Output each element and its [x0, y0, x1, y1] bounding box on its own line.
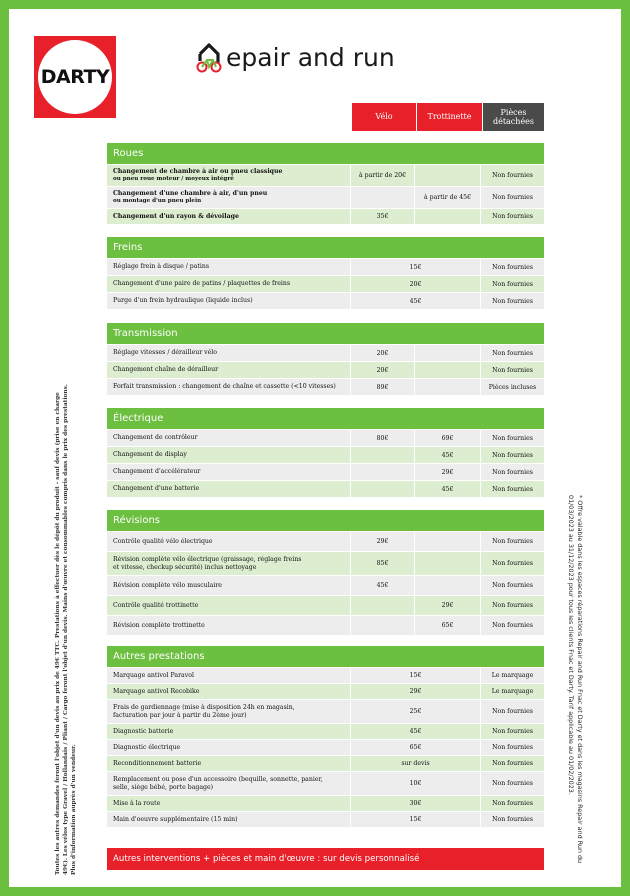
- table-row: [107, 362, 544, 379]
- column-header-pieces-line1: Pièces: [500, 107, 527, 117]
- row-label: Contrôle qualité vélo électrique: [107, 532, 350, 551]
- price-velo-trottinette: 25€: [350, 700, 480, 723]
- price-sheet: [9, 9, 621, 887]
- price-trottinette: à partir de 45€: [414, 187, 480, 208]
- section-title: Freins: [107, 237, 544, 259]
- price-velo: [350, 447, 414, 463]
- devis-banner: Autres interventions + pièces et main d'œuvre : sur devis personnalisé: [107, 848, 544, 870]
- row-label: Changement d'une batterie: [107, 481, 350, 497]
- logo-text: DARTY: [40, 66, 110, 88]
- table-row: [107, 481, 544, 498]
- table-row: [107, 576, 544, 596]
- price-velo: [350, 481, 414, 497]
- row-label: Mise à la route: [107, 796, 350, 811]
- row-label: Marquage antivol Paravol: [107, 668, 350, 683]
- row-label: Main d'oeuvre supplémentaire (15 min): [107, 812, 350, 827]
- row-label-main: Changement d'une chambre à air, d'un pneu: [113, 190, 268, 198]
- row-label: Marquage antivol Recobike: [107, 684, 350, 699]
- pieces-status: Non fournies: [480, 481, 544, 497]
- pieces-status: Pièces incluses: [480, 379, 544, 395]
- table-row: [107, 740, 544, 756]
- section-title: Électrique: [107, 408, 544, 430]
- table-row: [107, 276, 544, 293]
- row-label: Changement d'une paire de patins / plaquettes de freins: [107, 276, 350, 292]
- price-velo: 85€: [350, 552, 414, 575]
- column-header-velo: Vélo: [352, 103, 416, 131]
- pieces-status: Non fournies: [480, 362, 544, 378]
- table-row: [107, 724, 544, 740]
- price-trottinette: [414, 379, 480, 395]
- pieces-status: Non fournies: [480, 345, 544, 361]
- price-velo: 29€: [350, 532, 414, 551]
- pieces-status: Non fournies: [480, 772, 544, 795]
- section-autres-prestations: [107, 646, 544, 828]
- table-row: [107, 532, 544, 552]
- price-trottinette: [414, 552, 480, 575]
- price-trottinette: 45€: [414, 447, 480, 463]
- row-label-line2: selle, siège bébé, porte bagage): [113, 783, 214, 791]
- pieces-status: Non fournies: [480, 700, 544, 723]
- brand-text: epair and run: [226, 42, 395, 72]
- pieces-status: Non fournies: [480, 812, 544, 827]
- row-label-line1: Remplacement ou pose d'un accessoire (bequille, sonnette, panier,: [113, 775, 323, 783]
- row-label-sub: ou pneu roue moteur / moyeux intégré: [113, 175, 234, 182]
- table-row: [107, 796, 544, 812]
- pieces-status: Non fournies: [480, 209, 544, 224]
- row-label: Changement d'accélérateur: [107, 464, 350, 480]
- section-freins: [107, 237, 544, 310]
- price-velo-trottinette: sur devis: [350, 756, 480, 771]
- section-revisions: [107, 510, 544, 636]
- logo-circle: [38, 40, 112, 114]
- table-row: [107, 209, 544, 225]
- price-velo-trottinette: 29€: [350, 684, 480, 699]
- pieces-status: Non fournies: [480, 259, 544, 275]
- row-label-sub: ou montage d'un pneu plein: [113, 197, 202, 204]
- row-label: Réglage frein à disque / patins: [107, 259, 350, 275]
- table-row: [107, 552, 544, 576]
- row-label: [107, 165, 350, 186]
- table-row: [107, 187, 544, 209]
- section-title: Révisions: [107, 510, 544, 532]
- row-label-line1: Frais de gardiennage (mise à disposition 24h en magasin,: [113, 703, 295, 711]
- pieces-status: Non fournies: [480, 165, 544, 186]
- price-trottinette: 29€: [414, 464, 480, 480]
- row-label: Changement de contrôleur: [107, 430, 350, 446]
- pieces-status: Non fournies: [480, 447, 544, 463]
- pieces-status: Non fournies: [480, 532, 544, 551]
- price-trottinette: [414, 165, 480, 186]
- section-transmission: [107, 323, 544, 396]
- table-row: [107, 668, 544, 684]
- row-label: [107, 209, 350, 224]
- price-trottinette: [414, 209, 480, 224]
- pieces-status: Non fournies: [480, 187, 544, 208]
- repair-and-run-brand: [194, 39, 395, 75]
- price-velo: 80€: [350, 430, 414, 446]
- row-label: Changement de display: [107, 447, 350, 463]
- pieces-status: Le marquage: [480, 684, 544, 699]
- price-velo: [350, 596, 414, 615]
- bike-house-icon: [194, 39, 224, 75]
- row-label-main: Changement d'un rayon & dévoilage: [113, 212, 239, 220]
- row-label: Diagnostic électrique: [107, 740, 350, 755]
- row-label: Révision complète trottinette: [107, 616, 350, 635]
- price-velo: 45€: [350, 576, 414, 595]
- table-row: [107, 165, 544, 187]
- section-title: Roues: [107, 143, 544, 165]
- price-velo: [350, 464, 414, 480]
- price-velo: 89€: [350, 379, 414, 395]
- pieces-status: Non fournies: [480, 464, 544, 480]
- row-label: Forfait transmission : changement de chaîne et cassette (<10 vitesses): [107, 379, 350, 395]
- price-trottinette: [414, 576, 480, 595]
- section-roues: [107, 143, 544, 225]
- column-header-pieces-line2: détachées: [492, 117, 535, 126]
- pieces-status: Non fournies: [480, 576, 544, 595]
- pieces-status: Non fournies: [480, 796, 544, 811]
- price-velo: 35€: [350, 209, 414, 224]
- row-label: Révision complète vélo musculaire: [107, 576, 350, 595]
- row-label: Reconditionnement batterie: [107, 756, 350, 771]
- pieces-status: Non fournies: [480, 293, 544, 309]
- price-velo: 20€: [350, 362, 414, 378]
- table-row: [107, 259, 544, 276]
- table-row: [107, 345, 544, 362]
- price-velo: à partir de 20€: [350, 165, 414, 186]
- row-label: Diagnostic batterie: [107, 724, 350, 739]
- price-velo-trottinette: 30€: [350, 796, 480, 811]
- row-label: Contrôle qualité trottinette: [107, 596, 350, 615]
- table-row: [107, 447, 544, 464]
- price-velo-trottinette: 10€: [350, 772, 480, 795]
- table-row: [107, 772, 544, 796]
- price-velo-trottinette: 45€: [350, 724, 480, 739]
- price-velo: [350, 616, 414, 635]
- price-velo-trottinette: 15€: [350, 812, 480, 827]
- column-header-pieces: [483, 103, 544, 131]
- table-row: [107, 379, 544, 396]
- row-label: [107, 552, 350, 575]
- pieces-status: Non fournies: [480, 616, 544, 635]
- price-trottinette: [414, 532, 480, 551]
- table-row: [107, 756, 544, 772]
- price-velo-trottinette: 65€: [350, 740, 480, 755]
- price-velo-trottinette: 15€: [350, 259, 480, 275]
- pieces-status: Non fournies: [480, 430, 544, 446]
- price-trottinette: 45€: [414, 481, 480, 497]
- row-label: [107, 700, 350, 723]
- price-velo: [350, 187, 414, 208]
- row-label: Changement chaîne de dérailleur: [107, 362, 350, 378]
- column-header-trottinette: Trottinette: [417, 103, 482, 131]
- row-label-line1: Révision complète vélo électrique (graissage, réglage freins: [113, 555, 302, 563]
- row-label: Purge d'un frein hydraulique (liquide inclus): [107, 293, 350, 309]
- table-row: [107, 700, 544, 724]
- side-note-left: Toutes les autres demandes feront l'objet d'un devis au prix de 49€ TTC. Prestations à effectuer dès le dépôt du produit - sauf devis (prise en charge 49€). Les vélos type Gravel / Hollandais / Pliant / Cargo feront l'objet d'un devis. Mains d'œuvre et consommables compris dans le prix des prestations. Plus d'information auprès d'un vendeur.: [55, 384, 77, 875]
- pieces-status: Non fournies: [480, 596, 544, 615]
- price-velo-trottinette: 15€: [350, 668, 480, 683]
- price-trottinette: [414, 362, 480, 378]
- price-velo: 20€: [350, 345, 414, 361]
- pieces-status: Non fournies: [480, 552, 544, 575]
- row-label-line2: et vitesse, checkup sécurité) inclus nettoyage: [113, 563, 257, 571]
- table-row: [107, 812, 544, 828]
- price-velo-trottinette: 20€: [350, 276, 480, 292]
- row-label: [107, 187, 350, 208]
- section-electrique: [107, 408, 544, 498]
- darty-logo: [34, 36, 116, 118]
- side-note-right: * Offre valable dans les espaces réparations Repair and Run Fnac et Darty et dans les magasins Repair and Run du 01/03/2023 au 31/12/2023 pour tous les clients Fnac et Darty. Tarif applicable au 01/02/2023.: [567, 495, 584, 864]
- price-trottinette: 69€: [414, 430, 480, 446]
- section-title: Autres prestations: [107, 646, 544, 668]
- pieces-status: Non fournies: [480, 740, 544, 755]
- row-label: Réglage vitesses / dérailleur vélo: [107, 345, 350, 361]
- table-row: [107, 430, 544, 447]
- row-label-main: Changement de chambre à air ou pneu classique: [113, 168, 283, 176]
- table-row: [107, 684, 544, 700]
- price-trottinette: 29€: [414, 596, 480, 615]
- table-row: [107, 293, 544, 310]
- table-row: [107, 616, 544, 636]
- table-row: [107, 596, 544, 616]
- pieces-status: Le marquage: [480, 668, 544, 683]
- pieces-status: Non fournies: [480, 724, 544, 739]
- price-velo-trottinette: 45€: [350, 293, 480, 309]
- table-row: [107, 464, 544, 481]
- section-title: Transmission: [107, 323, 544, 345]
- pieces-status: Non fournies: [480, 276, 544, 292]
- row-label: [107, 772, 350, 795]
- price-trottinette: [414, 345, 480, 361]
- pieces-status: Non fournies: [480, 756, 544, 771]
- price-trottinette: 65€: [414, 616, 480, 635]
- row-label-line2: facturation par jour à partir du 2ème jour): [113, 711, 247, 719]
